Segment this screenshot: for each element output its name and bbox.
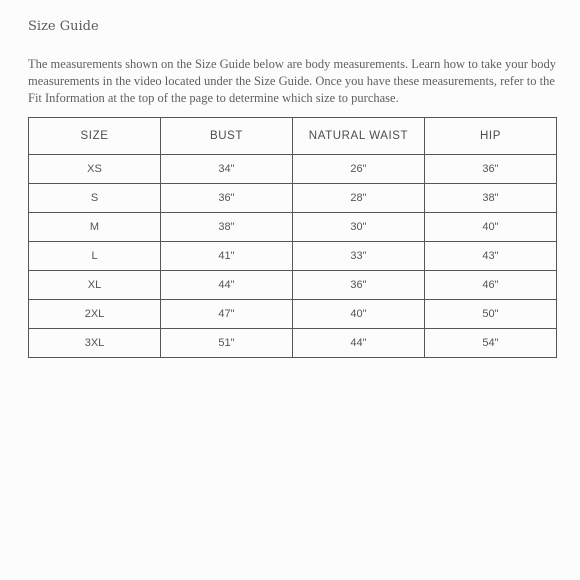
cell-hip: 54" bbox=[425, 329, 557, 358]
cell-size: 2XL bbox=[29, 300, 161, 329]
header-hip: HIP bbox=[425, 118, 557, 155]
cell-hip: 50" bbox=[425, 300, 557, 329]
cell-bust: 38" bbox=[161, 213, 293, 242]
cell-hip: 40" bbox=[425, 213, 557, 242]
cell-bust: 41" bbox=[161, 242, 293, 271]
cell-natural-waist: 30" bbox=[293, 213, 425, 242]
table-row bbox=[29, 155, 557, 184]
cell-size: L bbox=[29, 242, 161, 271]
cell-natural-waist: 33" bbox=[293, 242, 425, 271]
blank-area bbox=[0, 360, 580, 580]
cell-hip: 46" bbox=[425, 271, 557, 300]
cell-size: XS bbox=[29, 155, 161, 184]
header-bust: BUST bbox=[161, 118, 293, 155]
cell-hip: 36" bbox=[425, 155, 557, 184]
cell-hip: 43" bbox=[425, 242, 557, 271]
size-table bbox=[28, 117, 557, 358]
table-row bbox=[29, 242, 557, 271]
table-row bbox=[29, 300, 557, 329]
cell-bust: 47" bbox=[161, 300, 293, 329]
table-row bbox=[29, 329, 557, 358]
cell-bust: 51" bbox=[161, 329, 293, 358]
cell-bust: 34" bbox=[161, 155, 293, 184]
cell-natural-waist: 26" bbox=[293, 155, 425, 184]
table-row bbox=[29, 271, 557, 300]
table-header-row bbox=[29, 118, 557, 155]
cell-natural-waist: 44" bbox=[293, 329, 425, 358]
intro-paragraph: The measurements shown on the Size Guide below are body measurements. Learn how to take your body measurements in the video located under the Size Guide. Once you have these measurements, refer to the Fit Information at the top of the page to determine which size to purchase. bbox=[28, 57, 556, 105]
header-size: SIZE bbox=[29, 118, 161, 155]
cell-bust: 44" bbox=[161, 271, 293, 300]
table-row bbox=[29, 184, 557, 213]
cell-size: XL bbox=[29, 271, 161, 300]
cell-size: S bbox=[29, 184, 161, 213]
cell-size: M bbox=[29, 213, 161, 242]
page-title: Size Guide bbox=[28, 19, 99, 34]
cell-hip: 38" bbox=[425, 184, 557, 213]
cell-size: 3XL bbox=[29, 329, 161, 358]
header-natural-waist: NATURAL WAIST bbox=[293, 118, 425, 155]
cell-natural-waist: 28" bbox=[293, 184, 425, 213]
cell-bust: 36" bbox=[161, 184, 293, 213]
cell-natural-waist: 40" bbox=[293, 300, 425, 329]
cell-natural-waist: 36" bbox=[293, 271, 425, 300]
table-row bbox=[29, 213, 557, 242]
